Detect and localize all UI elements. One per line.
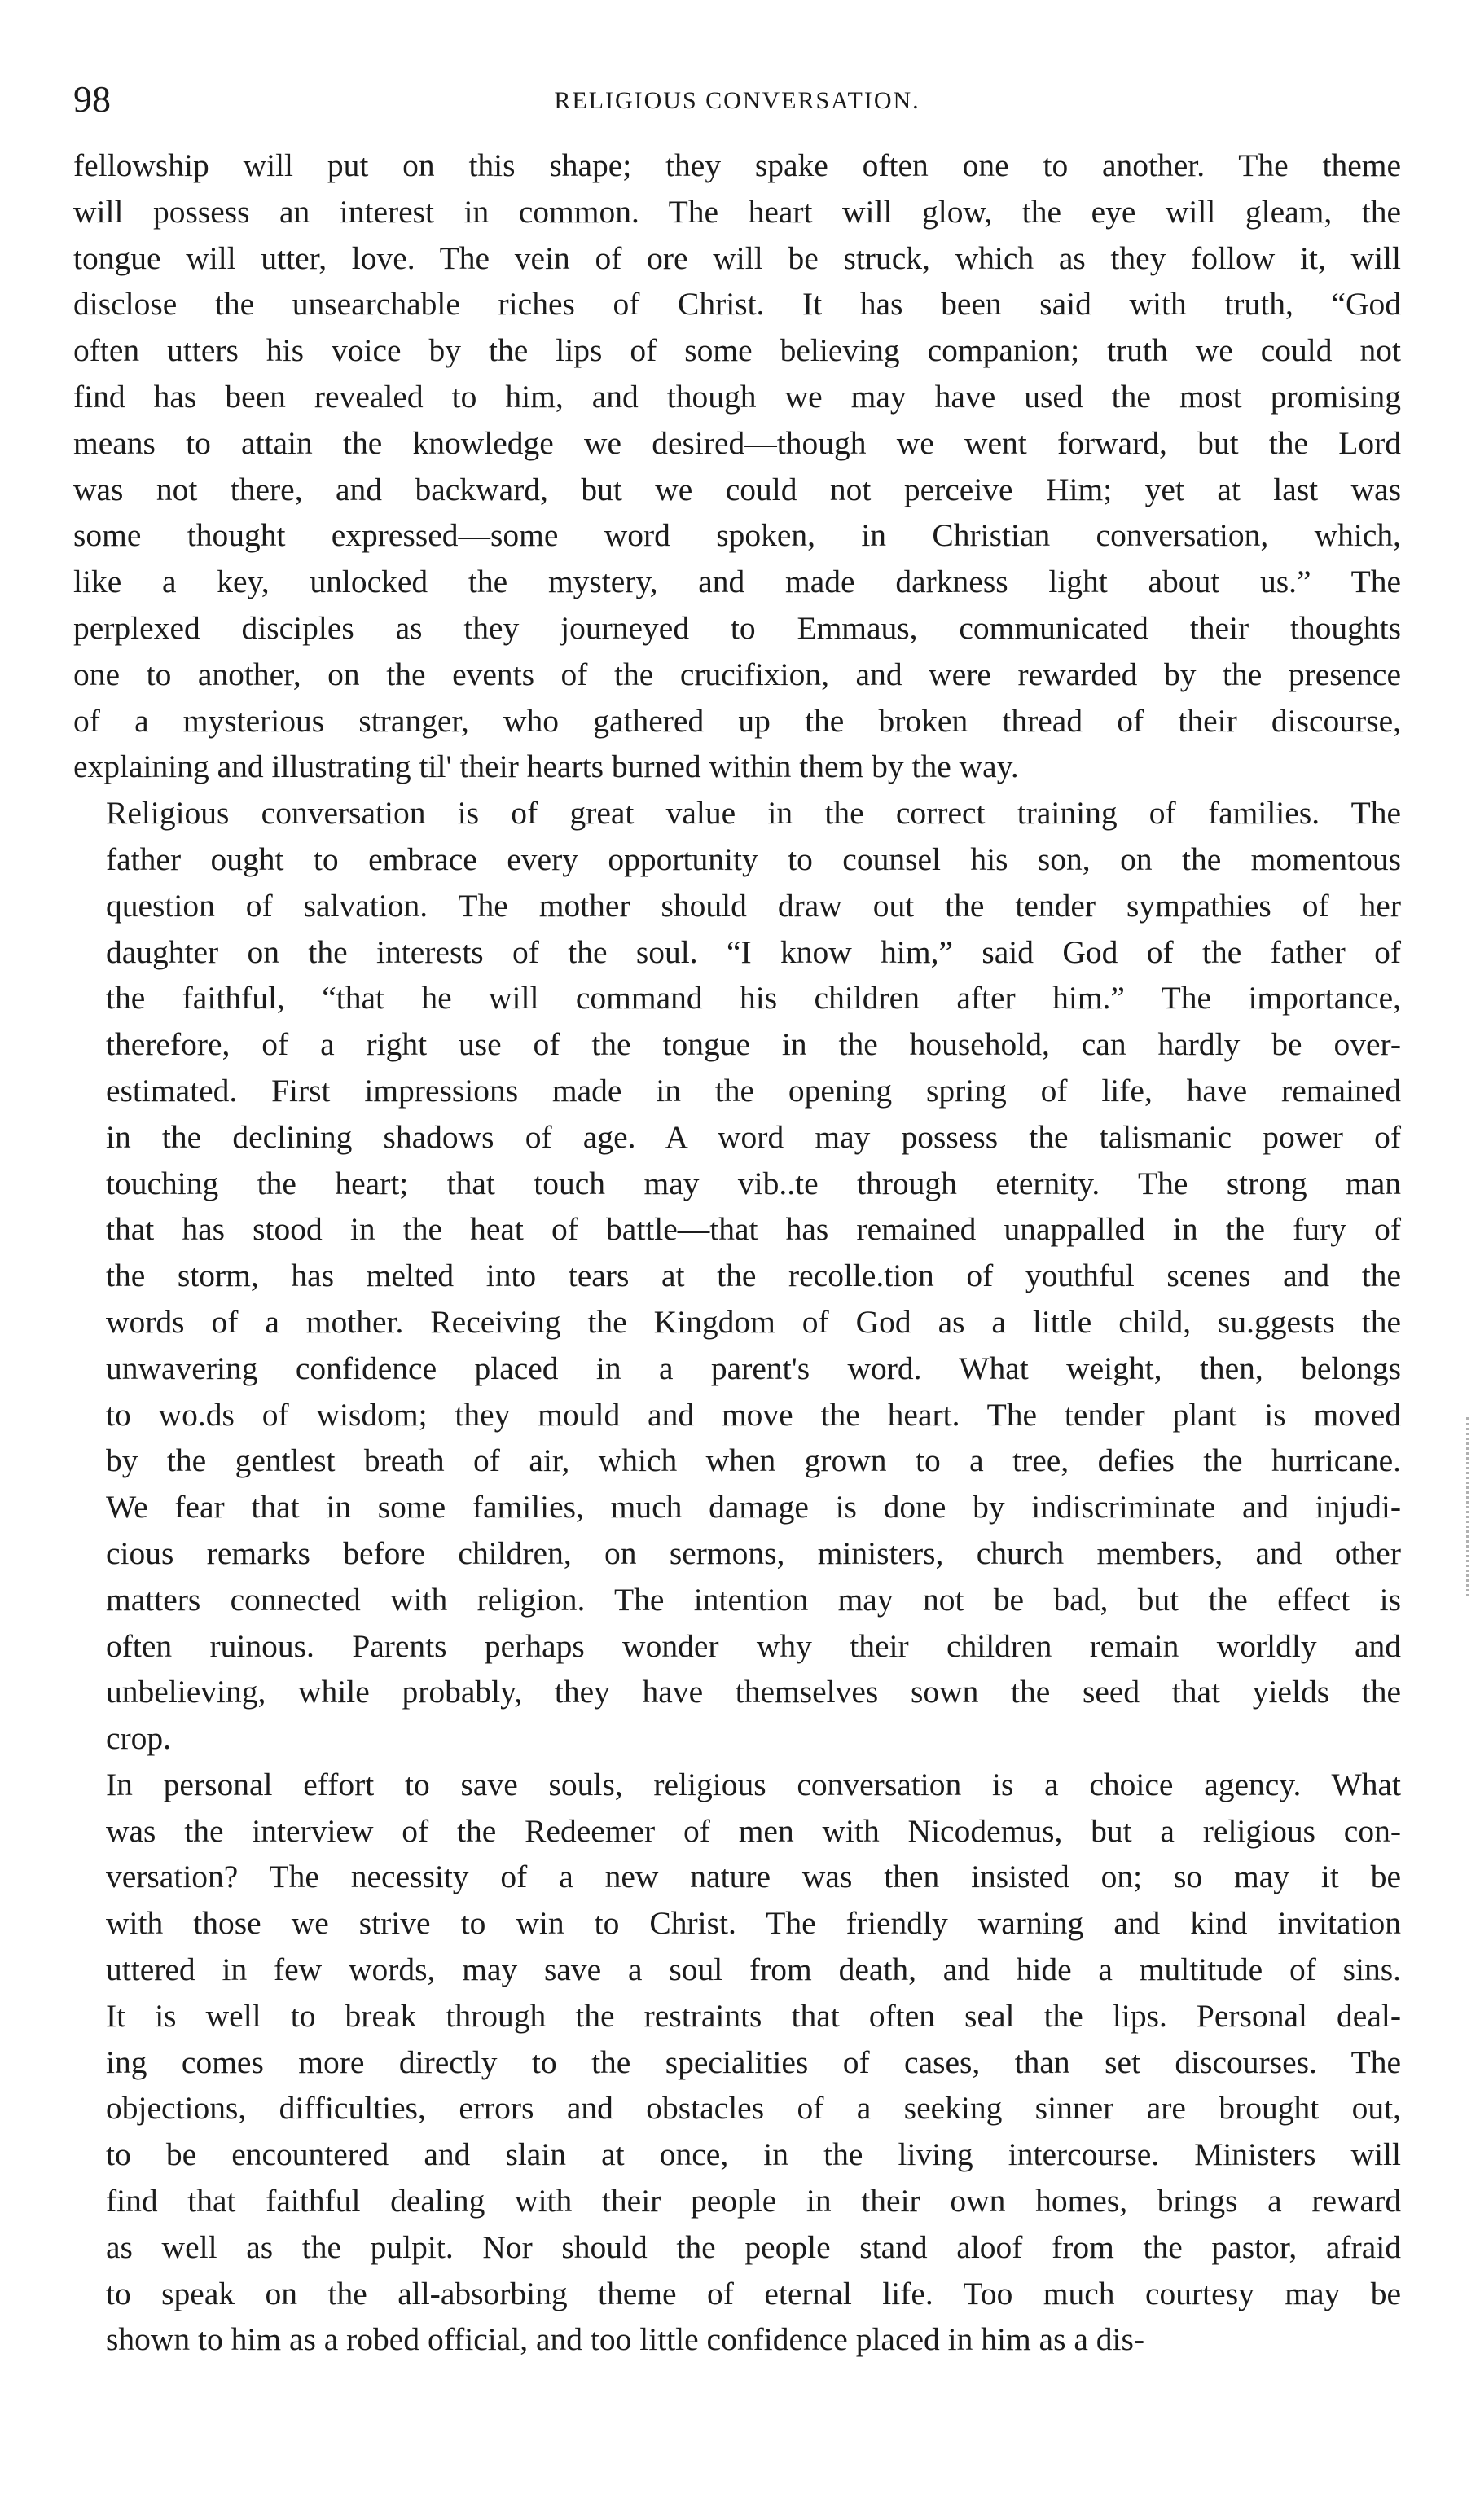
text-line: We fear that in some families, much damage is done by indiscriminate and injudi- [106,1489,1401,1526]
text-line: daughter on the interests of the soul. “I know him,” said God of the father of [106,933,1401,970]
text-line: unbelieving, while probably, they have themselves sown the seed that yields the [106,1674,1401,1710]
text-line: uttered in few words, may save a soul from death, and hide a multitude of sins. [106,1951,1401,1988]
body-text [73,143,1401,2363]
text-line: one to another, on the events of the crucifixion, and were rewarded by the presence [73,656,1401,692]
margin-scan-marks [1466,1417,1472,1596]
text-line: find that faithful dealing with their people in their own homes, brings a reward [106,2183,1401,2219]
text-line: crop. [106,1720,172,1757]
text-line: some thought expressed—some word spoken, in Christian conversation, which, [73,517,1401,554]
paragraph [73,143,1401,790]
text-line: of a mysterious stranger, who gathered up the broken thread of their discourse, [73,702,1401,739]
text-line: objections, difficulties, errors and obstacles of a seeking sinner are brought out, [106,2090,1401,2127]
text-line: as well as the pulpit. Nor should the people stand aloof from the pastor, afraid [106,2228,1401,2265]
text-line: to wo.ds of wisdom; they mould and move the heart. The tender plant is moved [106,1396,1401,1433]
text-line: unwavering confidence placed in a parent's word. What weight, then, belongs [106,1350,1401,1386]
text-line: explaining and illustrating til' their hearts burned within them by the way. [73,749,1019,785]
text-line: that has stood in the heat of battle—that has remained unappalled in the fury of [106,1211,1401,1248]
text-line: by the gentlest breath of air, which when grown to a tree, defies the hurricane. [106,1442,1401,1479]
page-number: 98 [73,78,111,120]
text-line: to speak on the all-absorbing theme of eternal life. Too much courtesy may be [106,2275,1401,2311]
text-line: therefore, of a right use of the tongue in the household, can hardly be over- [106,1026,1401,1063]
text-line: was not there, and backward, but we could not perceive Him; yet at last was [73,471,1401,507]
text-line: question of salvation. The mother should draw out the tender sympathies of her [106,887,1401,924]
text-line: the storm, has melted into tears at the recolle.tion of youthful scenes and the [106,1258,1401,1294]
text-line: disclose the unsearchable riches of Christ. It has been said with truth, “God [73,286,1401,323]
text-line: father ought to embrace every opportunity to counsel his son, on the momentous [106,841,1401,877]
text-line: touching the heart; that touch may vib..te through eternity. The strong man [106,1165,1401,1201]
text-line: to be encountered and slain at once, in the living intercourse. Ministers will [106,2136,1401,2173]
text-line: with those we strive to win to Christ. The friendly warning and kind invitation [106,1905,1401,1942]
book-page [73,77,1401,2363]
text-line: fellowship will put on this shape; they spake often one to another. The theme [73,147,1401,183]
text-line: often ruinous. Parents perhaps wonder why their children remain worldly and [106,1627,1401,1664]
text-line: matters connected with religion. The intention may not be bad, but the effect is [106,1581,1401,1618]
text-line: means to attain the knowledge we desired—though we went forward, but the Lord [73,424,1401,461]
paragraph [73,1762,1401,2363]
text-line: perplexed disciples as they journeyed to Emmaus, communicated their thoughts [73,609,1401,646]
text-line: find has been revealed to him, and though we may have used the most promising [73,378,1401,415]
text-line: ing comes more directly to the specialities of cases, than set discourses. The [106,2044,1401,2080]
page-header [73,77,1401,143]
text-line: like a key, unlocked the mystery, and made darkness light about us.” The [73,564,1401,600]
text-line: In personal effort to save souls, religious conversation is a choice agency. What [106,1766,1401,1802]
text-line: Religious conversation is of great value in the correct training of families. The [106,795,1401,832]
text-line: shown to him as a robed official, and too little confidence placed in him as a dis- [106,2321,1144,2358]
paragraph [73,790,1401,1762]
text-line: was the interview of the Redeemer of men with Nicodemus, but a religious con- [106,1812,1401,1849]
text-line: It is well to break through the restraints that often seal the lips. Personal deal- [106,1997,1401,2034]
text-line: tongue will utter, love. The vein of ore will be struck, which as they follow it, will [73,239,1401,276]
text-line: will possess an interest in common. The heart will glow, the eye will gleam, the [73,193,1401,230]
text-line: in the declining shadows of age. A word may possess the talismanic power of [106,1118,1401,1155]
running-head: RELIGIOUS CONVERSATION. [554,87,920,114]
text-line: words of a mother. Receiving the Kingdom of God as a little child, su.ggests the [106,1303,1401,1340]
text-line: cious remarks before children, on sermons, ministers, church members, and other [106,1534,1401,1571]
text-line: often utters his voice by the lips of some believing companion; truth we could not [73,332,1401,369]
text-line: estimated. First impressions made in the opening spring of life, have remained [106,1072,1401,1109]
text-line: the faithful, “that he will command his children after him.” The importance, [106,980,1401,1016]
text-line: versation? The necessity of a new nature was then insisted on; so may it be [106,1859,1401,1895]
